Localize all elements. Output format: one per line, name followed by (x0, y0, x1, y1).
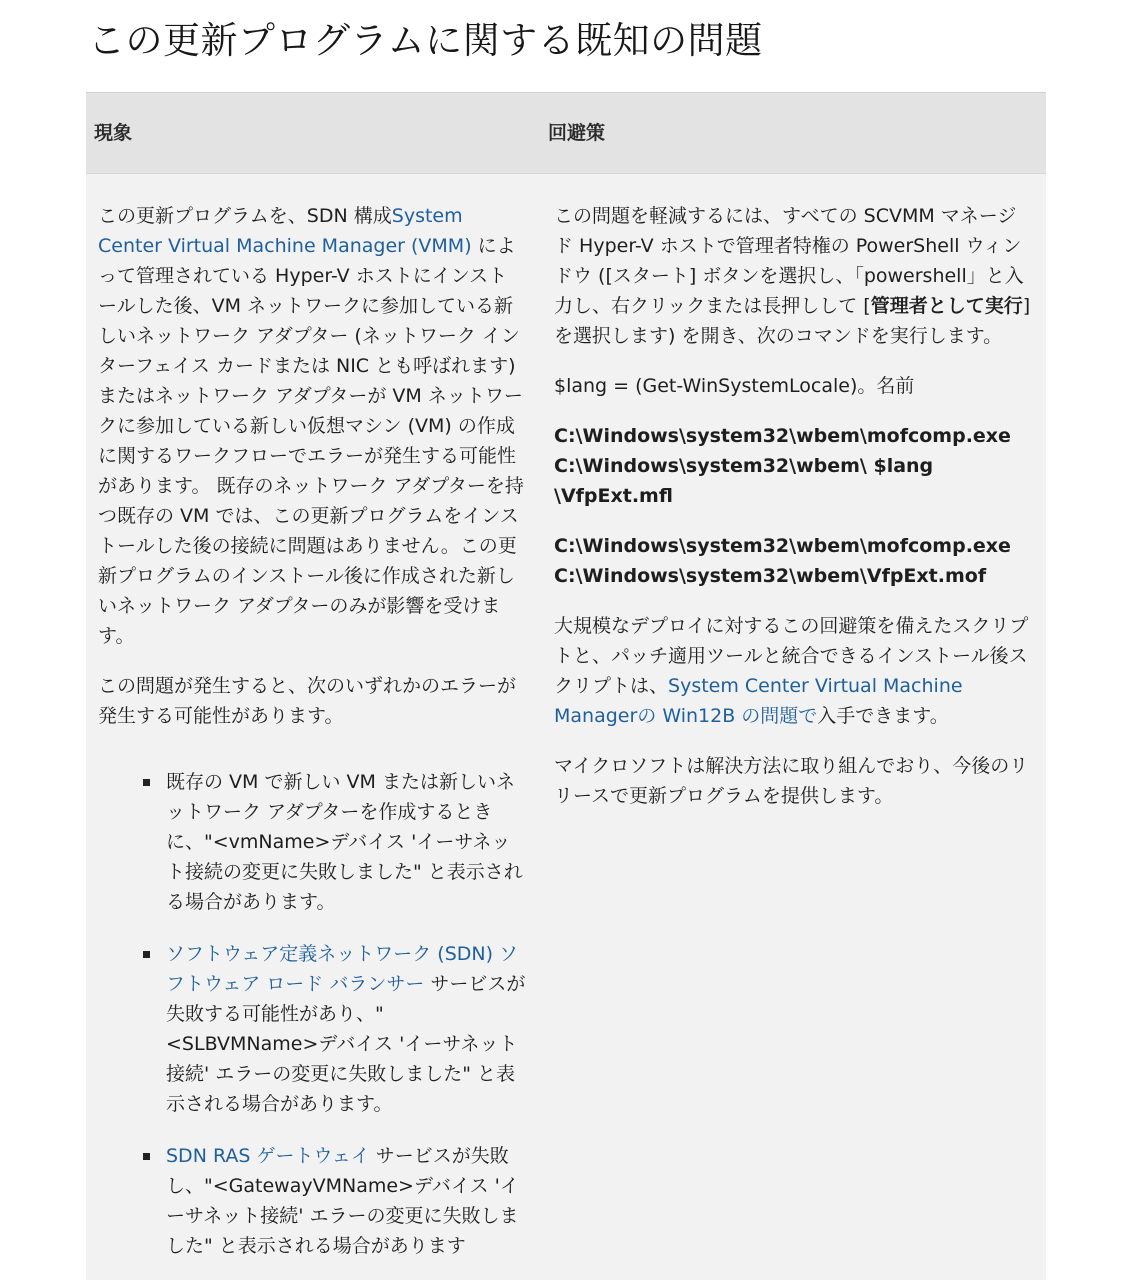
workaround-text-post: ] を選択します) を開き、次のコマンドを実行します。 (554, 295, 1031, 347)
known-issues-table (86, 92, 1046, 1280)
error-list-item (166, 939, 526, 1119)
command-line: C:\Windows\system32\wbem\ $lang \VfpExt.mfl (554, 455, 934, 507)
error-text: 既存の VM で新しい VM または新しいネットワーク アダプターを作成するときに、"<vmName>デバイス 'イーサネット接続の変更に失敗しました" と表示される場合があります。 (166, 771, 523, 913)
command-line: C:\Windows\system32\wbem\mofcomp.exe (554, 535, 1011, 557)
header-symptom: 現象 (94, 122, 133, 144)
error-list (98, 767, 526, 1261)
bullet-icon (143, 1153, 150, 1160)
error-text: サービスが失敗し、"<GatewayVMName>デバイス 'イーサネット接続' エラーの変更に失敗しました" と表示される場合があります (166, 1145, 519, 1257)
mofcomp-command-2 (554, 531, 1032, 591)
workaround-text-pre: この問題を軽減するには、すべての SCVMM マネージド Hyper-V ホストで管理者特権の PowerShell ウィンドウ ([スタート] ボタンを選択し、「powershell」と入力し、右クリックまたは長押しして [ (554, 205, 1024, 317)
resolution-note: マイクロソフトは解決方法に取り組んでおり、今後のリリースで更新プログラムを提供します。 (554, 755, 1029, 807)
symptom-text-post: によって管理されている Hyper-V ホストにインストールした後、VM ネットワークに参加している新しいネットワーク アダプター (ネットワーク インターフェイス カードまたは NIC とも呼ばれます) またはネットワーク アダプターが VM ネットワークに参加している新しい仮想マシン (VM) の作成に関するワークフローでエラーが発生する可能性があります。 既存のネットワーク アダプターを持つ既存の VM では、この更新プログラムをインストールした後の接続に問題はありません。この更新プログラムのインストール後に作成された新しいネットワーク アダプターのみが影響を受けます。 (98, 235, 524, 647)
sdn-ras-gateway-link[interactable]: SDN RAS ゲートウェイ (166, 1145, 370, 1167)
vmm-link[interactable]: System Center Virtual Machine Manager (VMM) (98, 205, 472, 257)
vmm-win12b-issue-link[interactable]: System Center Virtual Machine Managerの Win12B の問題で (554, 675, 963, 727)
page-title: この更新プログラムに関する既知の問題 (88, 19, 763, 62)
symptom-errors-intro: この問題が発生すると、次のいずれかのエラーが発生する可能性があります。 (98, 675, 517, 727)
script-availability (554, 611, 1032, 731)
bullet-icon (143, 951, 150, 958)
script-text-post: 入手できます。 (817, 705, 949, 727)
error-text: サービスが失敗する可能性があり、"<SLBVMName>デバイス 'イーサネット接続' エラーの変更に失敗しました" と表示される場合があります。 (166, 973, 526, 1115)
run-as-admin-label: 管理者として実行 (870, 295, 1023, 317)
lang-command: $lang = (Get-WinSystemLocale)。名前 (554, 375, 915, 397)
command-line: C:\Windows\system32\wbem\mofcomp.exe (554, 425, 1011, 447)
command-line: C:\Windows\system32\wbem\VfpExt.mof (554, 565, 987, 587)
bullet-icon (143, 779, 150, 786)
table-header-row (86, 93, 1046, 174)
sdn-slb-link[interactable]: ソフトウェア定義ネットワーク (SDN) ソフトウェア ロード バランサー (166, 943, 519, 995)
workaround-cell (554, 201, 1032, 831)
symptom-cell (98, 201, 526, 1280)
symptom-description (98, 201, 526, 651)
script-text-pre: 大規模なデプロイに対するこの回避策を備えたスクリプトと、パッチ適用ツールと統合できるインストール後スクリプトは、 (554, 615, 1029, 697)
header-workaround: 回避策 (548, 122, 606, 144)
symptom-text-pre: この更新プログラムを、SDN 構成 (98, 205, 392, 227)
workaround-instructions (554, 201, 1032, 351)
error-list-item (166, 1141, 526, 1261)
error-list-item (166, 767, 526, 917)
mofcomp-command-1 (554, 421, 1032, 511)
